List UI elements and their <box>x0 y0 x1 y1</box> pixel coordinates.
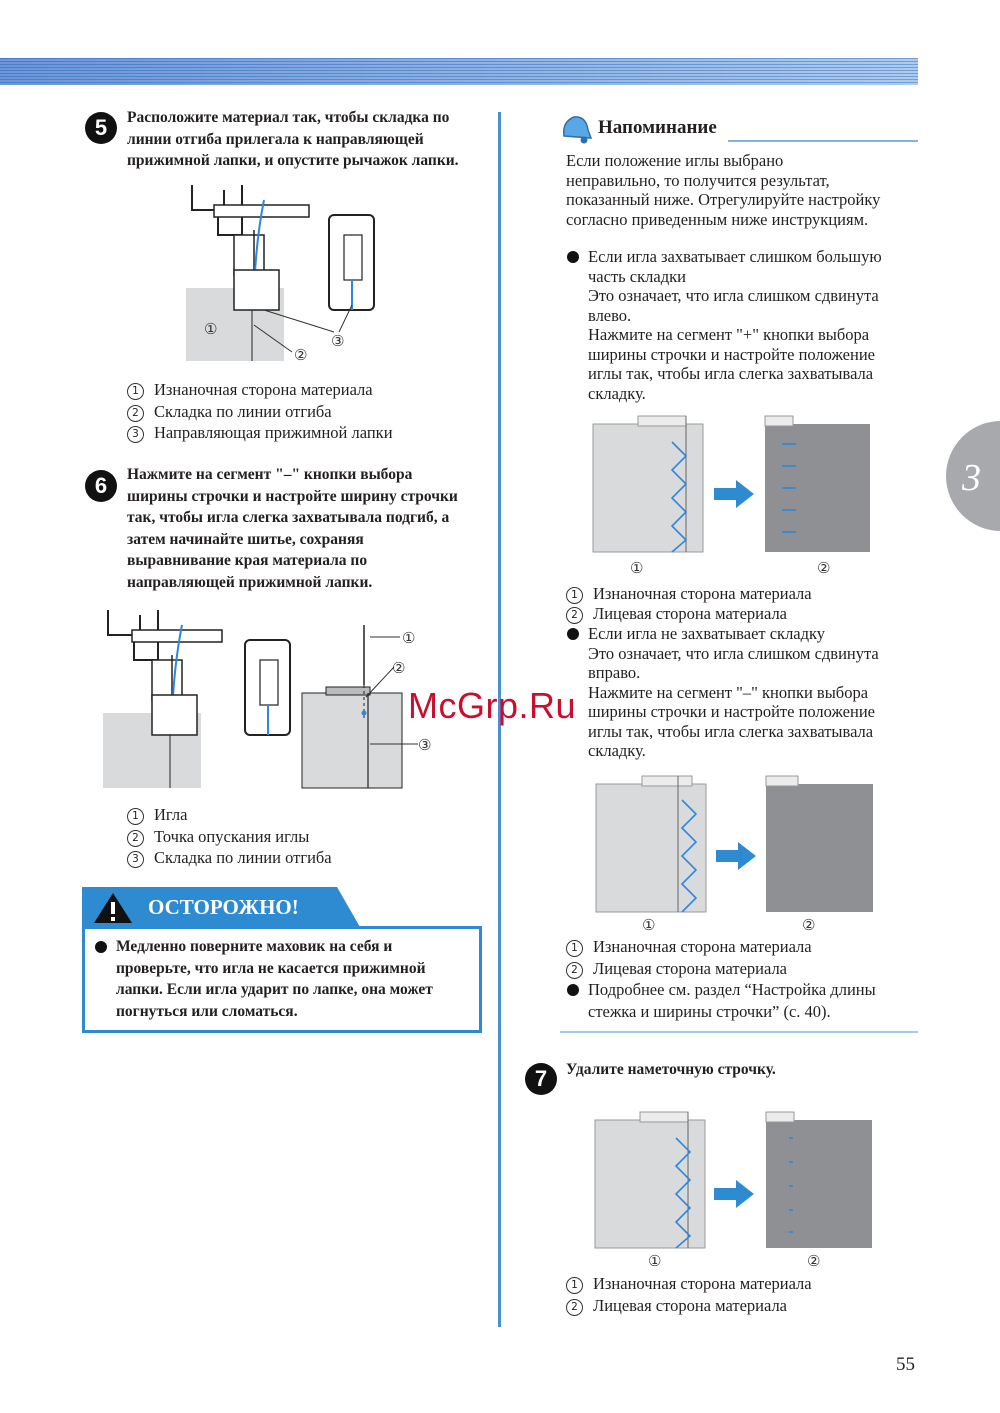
chapter-tab-number: 3 <box>962 457 981 499</box>
svg-text:①: ① <box>642 916 656 934</box>
fold-strip <box>326 687 370 695</box>
bell-icon <box>558 112 594 144</box>
presser-foot <box>234 270 279 310</box>
watermark: McGrp.Ru <box>408 685 577 726</box>
step-6-legend: 1 Игла 2 Точка опускания иглы 3 Складка по линии отгиба <box>127 804 332 869</box>
callout-3: ③ <box>418 736 432 754</box>
step-5-legend: 1 Изнаночная сторона материала 2 Складка по линии отгиба 3 Направляющая прижимной лапки <box>127 379 393 444</box>
callout-2: ② <box>294 346 308 364</box>
bullet <box>567 984 579 996</box>
step-7-number: 7 <box>525 1063 557 1095</box>
arrow-right-icon <box>714 1180 754 1208</box>
needle-clamp <box>234 235 264 275</box>
callout-1: ① <box>204 320 218 338</box>
step-5-text: Расположите материал так, чтобы складка по линии отгиба прилегала к направляющей прижимной лапки, и опустите рычажок лапки. <box>127 109 459 169</box>
bullet <box>567 251 579 263</box>
step-5-figure <box>184 180 384 370</box>
memo-case-1: Если игла захватывает слишком большую часть складки Это означает, что игла слишком сдвинута влево. Нажмите на сегмент "+" кнопки выбора ширины строчки и настройте положение иглы так, чтобы игла слегка захватывала складку. <box>588 247 882 403</box>
callout-1: ① <box>402 629 416 647</box>
step-7-text: Удалите наметочную строчку. <box>566 1061 776 1078</box>
case-2-figure <box>590 772 880 937</box>
svg-text:①: ① <box>630 559 644 577</box>
case-2-legend: 1 Изнаночная сторона материала 2 Лицевая сторона материала <box>566 936 812 979</box>
needle-drop-point <box>362 711 367 716</box>
marker-2: 2 <box>127 405 144 422</box>
header-band-shade <box>0 58 918 85</box>
marker-1: 1 <box>127 383 144 400</box>
memo-title: Напоминание <box>598 117 717 138</box>
step-7-figure <box>590 1108 880 1273</box>
bullet <box>567 628 579 640</box>
case-1-legend: 1 Изнаночная сторона материала 2 Лицевая сторона материала <box>566 584 812 624</box>
step-6-text: Нажмите на сегмент "–" кнопки выбора ширины строчки и настройте ширину строчки так, чтобы игла слегка захватывала подгиб, а затем начинайте шитье, сохраняя выравнивание края материала по направляющей прижимной лапки. <box>127 466 458 591</box>
callout-2: ② <box>392 659 406 677</box>
bullet <box>95 941 107 953</box>
arrow-right-icon <box>714 480 754 508</box>
step-7-legend: 1 Изнаночная сторона материала 2 Лицевая сторона материала <box>566 1273 812 1316</box>
svg-text:②: ② <box>807 1252 821 1270</box>
memo-intro: Если положение иглы выбрано неправильно, то получится результат, показанный ниже. Отрегулируйте настройку согласно приведенным ниже инструкциям. <box>566 151 881 229</box>
svg-text:②: ② <box>802 916 816 934</box>
memo-more: Подробнее см. раздел “Настройка длины стежка и ширины строчки” (с. 40). <box>588 980 876 1021</box>
arrow-right-icon <box>716 842 756 870</box>
caution-title: ОСТОРОЖНО! <box>148 895 299 919</box>
case-1-figure <box>590 412 880 582</box>
caution-text: Медленно поверните маховик на себя и проверьте, что игла не касается прижимной лапки. Если игла ударит по лапке, она может погнуться или сломаться. <box>116 938 433 1020</box>
memo-case-2: Если игла не захватывает складку Это означает, что игла слишком сдвинута вправо. Нажмите на сегмент "–" кнопки выбора ширины строчки и настройте положение иглы так, чтобы игла слегка захватывала складку. <box>588 624 879 760</box>
step-6-figure <box>100 605 440 790</box>
fabric-right <box>302 693 402 788</box>
memo-end-rule <box>560 1031 918 1033</box>
step-5-number: 5 <box>85 112 117 144</box>
svg-text:②: ② <box>817 559 831 577</box>
svg-text:①: ① <box>648 1252 662 1270</box>
marker-3: 3 <box>127 426 144 443</box>
warning-icon <box>92 891 134 925</box>
callout-3: ③ <box>331 332 345 350</box>
page-number: 55 <box>896 1354 915 1375</box>
step-6-number: 6 <box>85 470 117 502</box>
memo-title-rule <box>728 140 918 142</box>
